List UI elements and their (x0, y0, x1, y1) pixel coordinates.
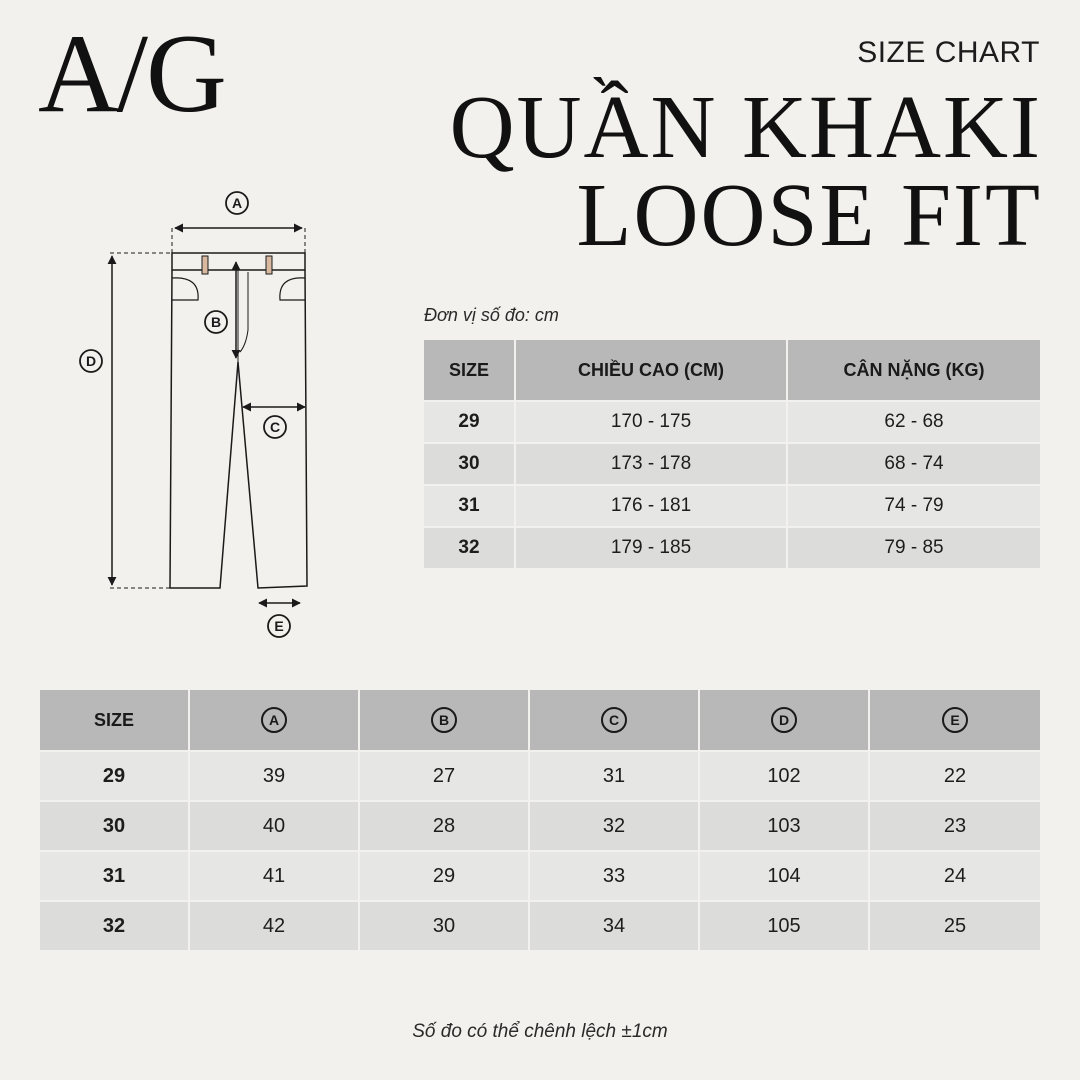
height-cell: 173 - 178 (516, 444, 788, 486)
height-cell: 170 - 175 (516, 402, 788, 444)
weight-cell: 62 - 68 (788, 402, 1040, 444)
measure-cell: 32 (530, 802, 700, 852)
measure-cell: 34 (530, 902, 700, 952)
measure-cell: 102 (700, 752, 870, 802)
col-size: SIZE (424, 340, 516, 402)
col-e (870, 690, 1040, 752)
measure-cell: 29 (360, 852, 530, 902)
size-cell: 29 (40, 752, 190, 802)
label-e: E (274, 618, 284, 634)
label-b: B (210, 314, 222, 330)
measurement-table (40, 690, 1040, 952)
measure-cell: 104 (700, 852, 870, 902)
weight-cell: 74 - 79 (788, 486, 1040, 528)
table-row (424, 402, 1040, 444)
title-line-1: QUẦN KHAKI (449, 78, 1042, 177)
waistband-shape (172, 253, 305, 270)
col-size: SIZE (40, 690, 190, 752)
col-weight: CÂN NẶNG (KG) (788, 340, 1040, 402)
size-cell: 31 (40, 852, 190, 902)
measure-cell: 23 (870, 802, 1040, 852)
brand-logo: A/G (38, 12, 225, 136)
fit-table-header (424, 340, 1040, 402)
label-c: C (269, 419, 281, 435)
height-cell: 176 - 181 (516, 486, 788, 528)
weight-cell: 68 - 74 (788, 444, 1040, 486)
table-row (40, 802, 1040, 852)
measure-cell: 42 (190, 902, 360, 952)
measure-cell: 31 (530, 752, 700, 802)
measure-cell: 22 (870, 752, 1040, 802)
label-d: D (85, 353, 97, 369)
size-cell: 32 (424, 528, 516, 570)
fit-table (424, 340, 1040, 570)
circle-label-c: C (601, 707, 627, 733)
right-pocket (280, 278, 305, 300)
col-d (700, 690, 870, 752)
pants-diagram (70, 185, 330, 645)
col-height: CHIỀU CAO (CM) (516, 340, 788, 402)
size-chart-label: SIZE CHART (857, 36, 1040, 69)
unit-note: Đơn vị số đo: cm (424, 305, 559, 325)
table-row (424, 444, 1040, 486)
measure-cell: 41 (190, 852, 360, 902)
product-title (449, 78, 1042, 265)
measure-cell: 103 (700, 802, 870, 852)
table-row (424, 528, 1040, 570)
table-row (40, 852, 1040, 902)
size-cell: 29 (424, 402, 516, 444)
left-pocket (172, 278, 198, 300)
table-row (424, 486, 1040, 528)
measure-cell: 105 (700, 902, 870, 952)
size-cell: 30 (424, 444, 516, 486)
measure-cell: 30 (360, 902, 530, 952)
circle-label-b: B (431, 707, 457, 733)
circle-label-e: E (942, 707, 968, 733)
circle-label-d: D (771, 707, 797, 733)
size-cell: 31 (424, 486, 516, 528)
measure-cell: 24 (870, 852, 1040, 902)
circle-label-a: A (261, 707, 287, 733)
measure-cell: 27 (360, 752, 530, 802)
measure-cell: 40 (190, 802, 360, 852)
title-line-2: LOOSE FIT (576, 166, 1042, 265)
height-cell: 179 - 185 (516, 528, 788, 570)
table-row (40, 902, 1040, 952)
weight-cell: 79 - 85 (788, 528, 1040, 570)
size-cell: 32 (40, 902, 190, 952)
measurement-table-header (40, 690, 1040, 752)
measure-cell: 39 (190, 752, 360, 802)
measure-cell: 25 (870, 902, 1040, 952)
col-a (190, 690, 360, 752)
col-c (530, 690, 700, 752)
size-cell: 30 (40, 802, 190, 852)
measure-cell: 28 (360, 802, 530, 852)
measure-cell: 33 (530, 852, 700, 902)
label-a: A (231, 195, 243, 211)
col-b (360, 690, 530, 752)
footnote: Số đo có thể chênh lệch ±1cm (412, 1021, 668, 1042)
table-row (40, 752, 1040, 802)
